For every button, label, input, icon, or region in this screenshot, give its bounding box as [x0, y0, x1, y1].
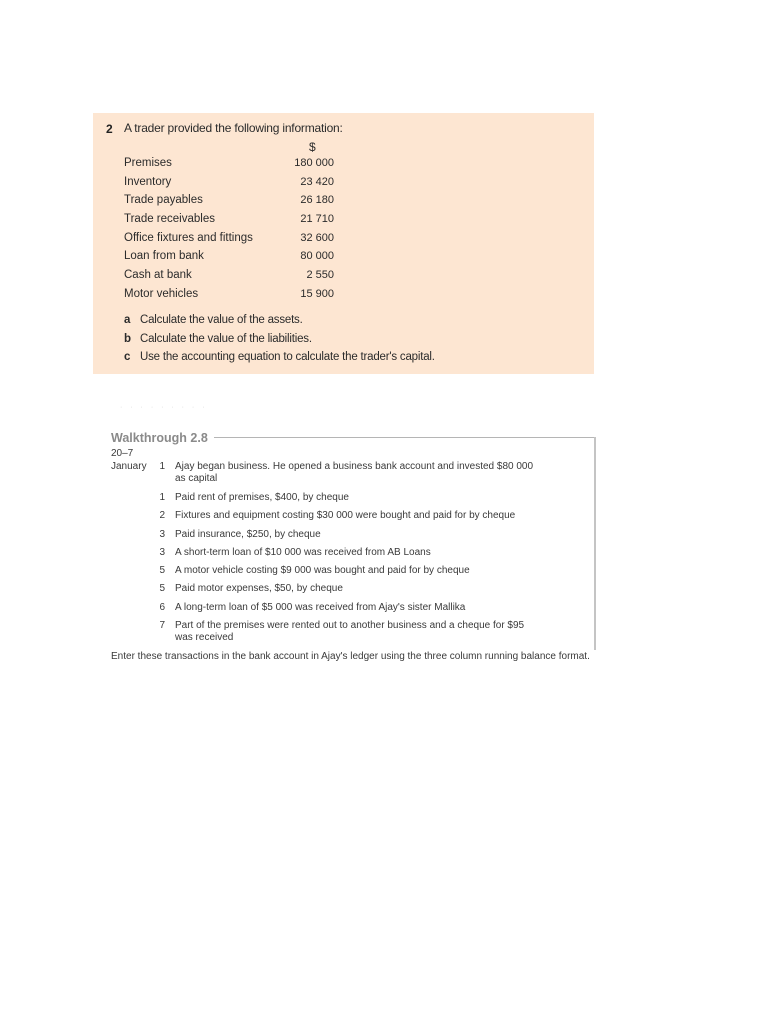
entry-text: Paid motor expenses, $50, by cheque: [175, 583, 343, 594]
item-label: Cash at bank: [124, 269, 192, 282]
entry-text: A short-term loan of $10 000 was received from AB Loans: [175, 547, 431, 558]
question-letter: c: [124, 351, 131, 363]
entry-day: 6: [159, 602, 165, 613]
entry-day: 3: [159, 529, 165, 540]
balance-row: [124, 250, 334, 269]
entry-text: Paid insurance, $250, by cheque: [175, 529, 321, 540]
balance-list: [124, 157, 334, 307]
entry-day: 1: [159, 461, 165, 472]
item-label: Inventory: [124, 175, 172, 188]
entry-day: 5: [159, 583, 165, 594]
item-value: 32 600: [300, 231, 334, 244]
scan-artifact: · · · · · · · · ·: [120, 404, 208, 411]
balance-row: [124, 213, 334, 232]
entry-day: 2: [159, 510, 165, 521]
item-label: Motor vehicles: [124, 287, 199, 300]
item-value: 180 000: [294, 157, 334, 169]
entry-day: 5: [159, 565, 165, 576]
walkthrough-instruction: Enter these transactions in the bank account in Ajay's ledger using the three column running balance format.: [111, 651, 590, 662]
question-item: [124, 314, 435, 333]
exercise-number: 2: [106, 122, 113, 136]
entry-month: January: [111, 461, 147, 472]
question-list: [124, 314, 435, 370]
entry-text: A motor vehicle costing $9 000 was bought and paid for by cheque: [175, 565, 470, 576]
balance-row: [124, 288, 334, 307]
entry-text: Part of the premises were rented out to another business and a cheque for $95: [175, 620, 525, 631]
item-value: 21 710: [300, 213, 334, 226]
question-letter: b: [124, 332, 131, 345]
entry-day: 7: [159, 620, 165, 631]
item-value: 26 180: [300, 194, 334, 207]
item-label: Trade payables: [124, 194, 203, 207]
item-value: 2 550: [306, 269, 334, 282]
question-text: Calculate the value of the assets.: [140, 314, 303, 326]
entry-day: 1: [159, 492, 165, 503]
walkthrough-rule-vertical: [594, 437, 596, 650]
balance-row: [124, 269, 334, 288]
exercise-prompt: A trader provided the following information:: [124, 121, 343, 135]
balance-row: [124, 157, 334, 176]
walkthrough-rule-horizontal: [200, 437, 596, 438]
entry-text: as capital: [175, 473, 218, 484]
item-label: Premises: [124, 157, 172, 169]
question-letter: a: [124, 314, 131, 326]
item-value: 15 900: [300, 287, 334, 300]
item-value: 80 000: [300, 250, 334, 263]
question-text: Use the accounting equation to calculate the trader's capital.: [140, 351, 435, 363]
entry-text: was received: [175, 632, 234, 643]
exercise-box: [93, 113, 594, 374]
walkthrough-title: Walkthrough 2.8: [111, 431, 214, 445]
walkthrough-year: 20–7: [111, 448, 134, 459]
entry-text: A long-term loan of $5 000 was received from Ajay's sister Mallika: [175, 602, 466, 613]
entry-text: Fixtures and equipment costing $30 000 were bought and paid for by cheque: [175, 510, 516, 521]
entry-text: Ajay began business. He opened a business bank account and invested $80 000: [175, 461, 534, 472]
entry-day: 3: [159, 547, 165, 558]
item-label: Loan from bank: [124, 250, 204, 263]
item-value: 23 420: [300, 175, 334, 188]
balance-row: [124, 176, 334, 195]
balance-row: [124, 232, 334, 251]
item-label: Trade receivables: [124, 213, 215, 226]
entry-text: Paid rent of premises, $400, by cheque: [175, 492, 349, 503]
question-item: [124, 351, 435, 370]
item-label: Office fixtures and fittings: [124, 231, 253, 244]
question-item: [124, 333, 435, 352]
currency-header: $: [309, 140, 316, 154]
balance-row: [124, 194, 334, 213]
question-text: Calculate the value of the liabilities.: [140, 332, 312, 345]
